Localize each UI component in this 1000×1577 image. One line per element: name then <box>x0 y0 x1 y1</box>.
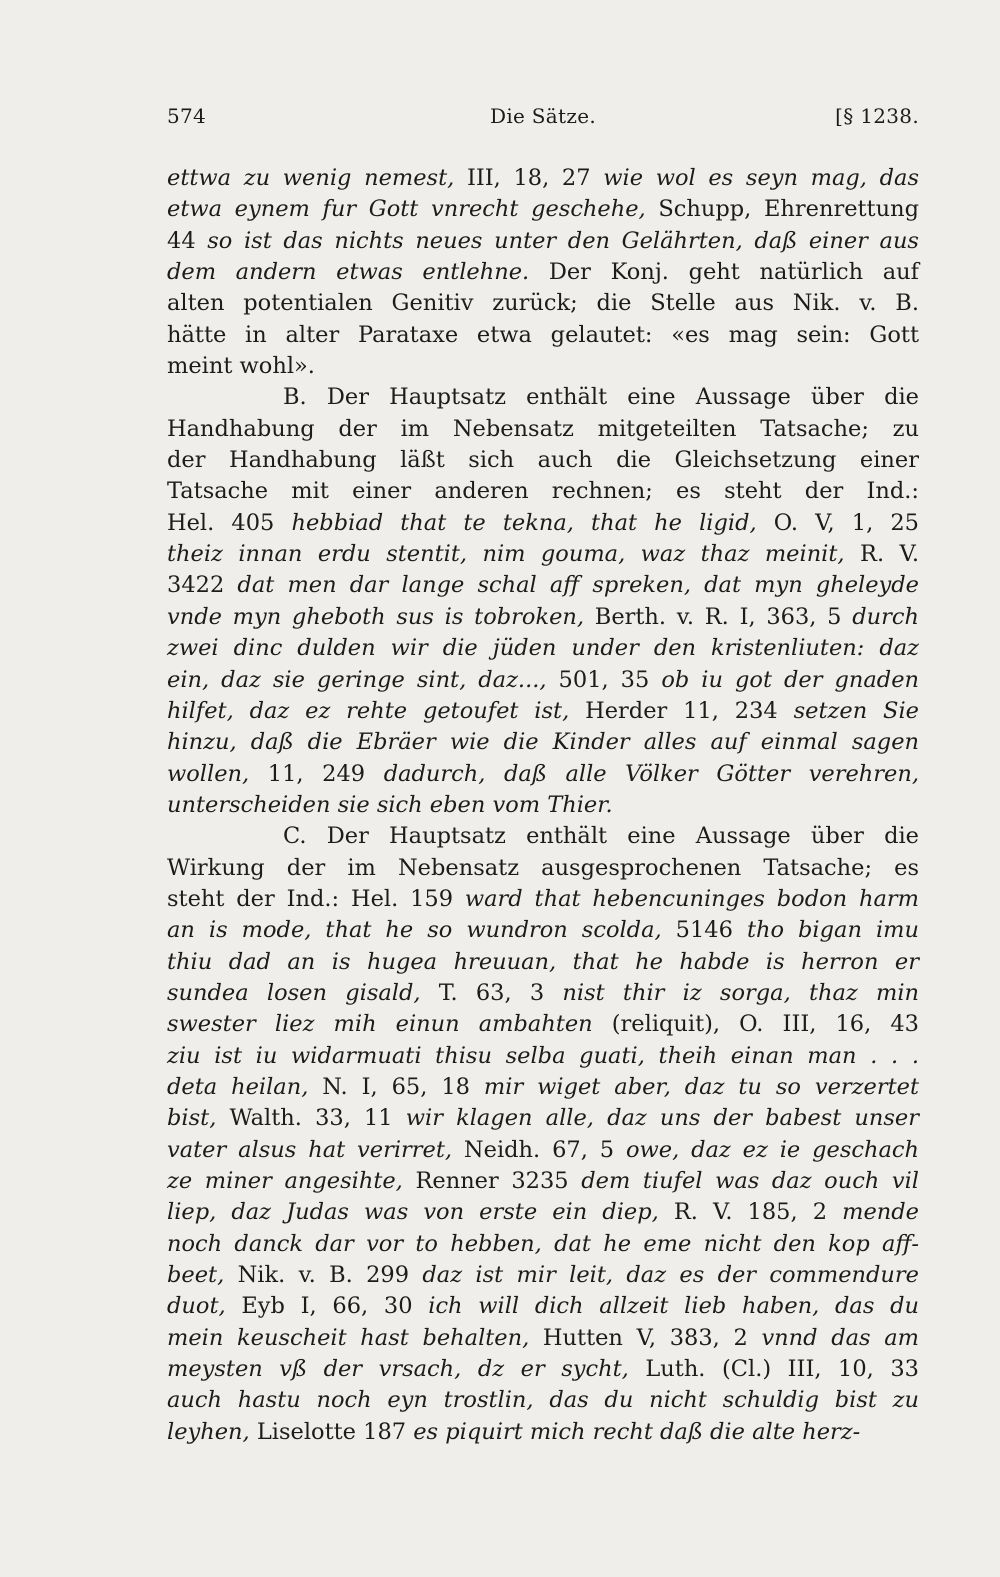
text-line <box>167 790 919 821</box>
roman-text: R. V. <box>844 541 919 568</box>
text-line <box>167 1229 919 1260</box>
text-line <box>167 665 919 696</box>
roman-text: 501, 35 <box>546 666 662 693</box>
text-line <box>167 1197 919 1228</box>
italic-quote: mende <box>842 1199 919 1226</box>
text-line <box>167 1041 919 1072</box>
roman-text: 11, 249 <box>249 760 384 787</box>
roman-text: Liselotte 187 <box>249 1418 414 1445</box>
italic-quote: zwei dinc dulden wir die jüden under den kristenliuten: daz <box>167 635 919 662</box>
text-line <box>167 1103 919 1134</box>
italic-quote: dem andern etwas entlehne. <box>167 259 530 286</box>
text-line <box>167 978 919 1009</box>
text-line <box>167 633 919 664</box>
text-line <box>167 1135 919 1166</box>
roman-text: der Handhabung läßt sich auch die Gleichsetzung einer <box>167 447 919 474</box>
text-line <box>167 1417 919 1448</box>
text-line <box>167 320 919 351</box>
text-line <box>167 570 919 601</box>
text-line <box>167 1385 919 1416</box>
text-line <box>167 163 919 194</box>
text-line <box>167 382 919 413</box>
italic-quote: noch danck dar vor to hebben, dat he eme nicht den kop aff- <box>167 1230 919 1257</box>
running-title: Die Sätze. <box>489 104 597 128</box>
text-line <box>167 759 919 790</box>
italic-quote: wir klagen alle, daz uns der babest unser <box>405 1105 919 1132</box>
italic-quote: setzen Sie <box>793 697 919 724</box>
roman-text: Renner 3235 <box>402 1168 582 1194</box>
text-line <box>167 602 919 633</box>
text-line <box>167 351 919 382</box>
roman-text: steht der Ind.: Hel. 159 <box>167 885 465 912</box>
italic-quote: beet, <box>167 1262 225 1289</box>
text-line <box>167 1072 919 1103</box>
roman-text: O. V, 1, 25 <box>756 509 919 536</box>
italic-quote: deta heilan, <box>167 1073 309 1100</box>
running-header <box>167 104 919 134</box>
text-line <box>167 821 919 852</box>
italic-quote: wie wol es seyn mag, das <box>603 165 919 191</box>
italic-quote: tho bigan imu <box>746 917 919 944</box>
italic-quote: ziu ist iu widarmuati thisu selba guati, theih einan man . . . <box>167 1042 919 1069</box>
section-marker: [§ 1238. <box>835 104 919 128</box>
roman-text: Hel. 405 <box>167 509 292 536</box>
italic-quote: mir wiget aber, daz tu so verzertet <box>483 1073 919 1100</box>
roman-text: III, 18, 27 <box>454 165 604 191</box>
text-line <box>167 915 919 946</box>
text-line <box>167 1354 919 1385</box>
italic-quote: ich will dich allzeit lieb haben, das du <box>428 1293 919 1320</box>
roman-text: Nik. v. B. 299 <box>224 1262 423 1289</box>
roman-text: Neidh. 67, 5 <box>452 1136 626 1163</box>
italic-quote: daz ist mir leit, daz es der commendure <box>422 1262 919 1289</box>
text-line <box>167 696 919 727</box>
italic-quote: sundea losen gisald, <box>167 979 421 1006</box>
italic-quote: ob iu got der gnaden <box>661 666 920 693</box>
roman-text: 3422 <box>167 572 238 599</box>
italic-quote: hilfet, daz ez rehte getoufet ist, <box>167 697 570 724</box>
italic-quote: etwa eynem fur Gott vnrecht geschehe, <box>167 196 646 223</box>
text-line <box>167 853 919 884</box>
roman-text: Handhabung der im Nebensatz mitgeteilten Tatsache; zu <box>167 415 919 442</box>
roman-text: 44 <box>167 227 208 254</box>
italic-quote: vnde myn gheboth sus is tobroken, <box>167 603 585 630</box>
italic-quote: an is mode, that he so wundron scolda, <box>167 917 662 944</box>
roman-text: N. I, 65, 18 <box>308 1073 484 1100</box>
roman-text: Hutten V, 383, 2 <box>529 1324 762 1351</box>
italic-quote: hebbiad that te tekna, that he ligid, <box>291 509 757 536</box>
italic-quote: so ist das nichts neues unter den Gelährten, daß einer aus <box>207 227 919 254</box>
roman-text: Der Konj. geht natürlich auf <box>529 259 919 286</box>
italic-quote: durch <box>852 603 919 630</box>
italic-quote: ein, daz sie geringe sint, daz..., <box>167 666 547 693</box>
body-text <box>167 163 919 1448</box>
italic-quote: auch hastu noch eyn trostlin, das du nicht schuldig bist zu <box>167 1387 919 1414</box>
italic-quote: bist, <box>167 1105 217 1132</box>
italic-quote: dat men dar lange schal aff spreken, dat myn gheleyde <box>237 572 919 599</box>
italic-quote: hinzu, daß die Ebräer wie die Kinder alles auf einmal sagen <box>167 729 919 756</box>
text-line <box>167 884 919 915</box>
italic-quote: theiz innan erdu stentit, nim gouma, waz thaz meinit, <box>167 541 845 568</box>
italic-quote: liep, daz Judas was von erste ein diep, <box>167 1199 659 1226</box>
text-line <box>167 508 919 539</box>
roman-text: Schupp, Ehrenrettung <box>645 196 919 223</box>
italic-quote: dadurch, daß alle Völker Götter verehren, <box>383 760 919 787</box>
italic-quote: owe, daz ez ie geschach <box>625 1136 919 1163</box>
roman-text: (reliquit), O. III, 16, 43 <box>592 1011 919 1038</box>
roman-text: 5146 <box>661 917 747 944</box>
italic-quote: swester liez mih einun ambahten <box>167 1011 593 1038</box>
text-line <box>167 1323 919 1354</box>
roman-text: Herder 11, 234 <box>569 697 794 724</box>
italic-quote: ward that hebencuninges bodon harm <box>464 885 919 912</box>
text-line <box>167 1291 919 1322</box>
italic-quote: duot, <box>167 1293 226 1320</box>
text-line <box>167 445 919 476</box>
roman-text: Eyb I, 66, 30 <box>225 1293 429 1320</box>
italic-quote: vnnd das am <box>761 1324 919 1351</box>
text-line <box>167 539 919 570</box>
roman-text: Berth. v. R. I, 363, 5 <box>584 603 853 630</box>
italic-quote: vater alsus hat verirret, <box>167 1136 453 1163</box>
italic-quote: ze miner angesihte, <box>167 1168 403 1194</box>
roman-text: T. 63, 3 <box>420 979 563 1006</box>
text-line <box>167 1009 919 1040</box>
italic-quote: dem tiufel was daz ouch vil <box>581 1168 919 1194</box>
roman-text: Wirkung der im Nebensatz ausgesprochenen Tatsache; es <box>167 854 919 881</box>
roman-text: Tatsache mit einer anderen rechnen; es steht der Ind.: <box>167 478 919 505</box>
roman-text: Luth. (Cl.) III, 10, 33 <box>628 1356 919 1383</box>
italic-quote: nist thir iz sorga, thaz min <box>562 979 920 1006</box>
italic-quote: ettwa zu wenig nemest, <box>167 165 455 191</box>
italic-quote: es piquirt mich recht daß die alte herz- <box>413 1418 861 1445</box>
italic-quote: mein keuscheit hast behalten, <box>167 1324 530 1351</box>
text-line <box>167 414 919 445</box>
italic-quote: unterscheiden sie sich eben vom Thier. <box>167 791 613 818</box>
text-line <box>167 476 919 507</box>
text-line <box>167 947 919 978</box>
text-line <box>167 1260 919 1291</box>
roman-text: B. Der Hauptsatz enthält eine Aussage über die <box>283 384 919 411</box>
roman-text: C. Der Hauptsatz enthält eine Aussage über die <box>283 823 919 850</box>
text-line <box>167 226 919 257</box>
text-line <box>167 194 919 225</box>
roman-text: hätte in alter Parataxe etwa gelautet: «es mag sein: Gott <box>167 321 919 348</box>
roman-text: meint wohl». <box>167 353 315 380</box>
roman-text: Walth. 33, 11 <box>216 1105 406 1132</box>
text-line <box>167 288 919 319</box>
text-line <box>167 1166 919 1197</box>
text-line <box>167 727 919 758</box>
italic-quote: meysten vß der vrsach, dz er sycht, <box>167 1356 629 1383</box>
italic-quote: leyhen, <box>167 1418 250 1445</box>
roman-text: R. V. 185, 2 <box>658 1199 843 1226</box>
page-number: 574 <box>167 104 207 128</box>
italic-quote: thiu dad an is hugea hreuuan, that he habde is herron er <box>167 948 919 975</box>
text-line <box>167 257 919 288</box>
roman-text: alten potentialen Genitiv zurück; die Stelle aus Nik. v. B. <box>167 290 919 317</box>
italic-quote: wollen, <box>167 760 250 787</box>
